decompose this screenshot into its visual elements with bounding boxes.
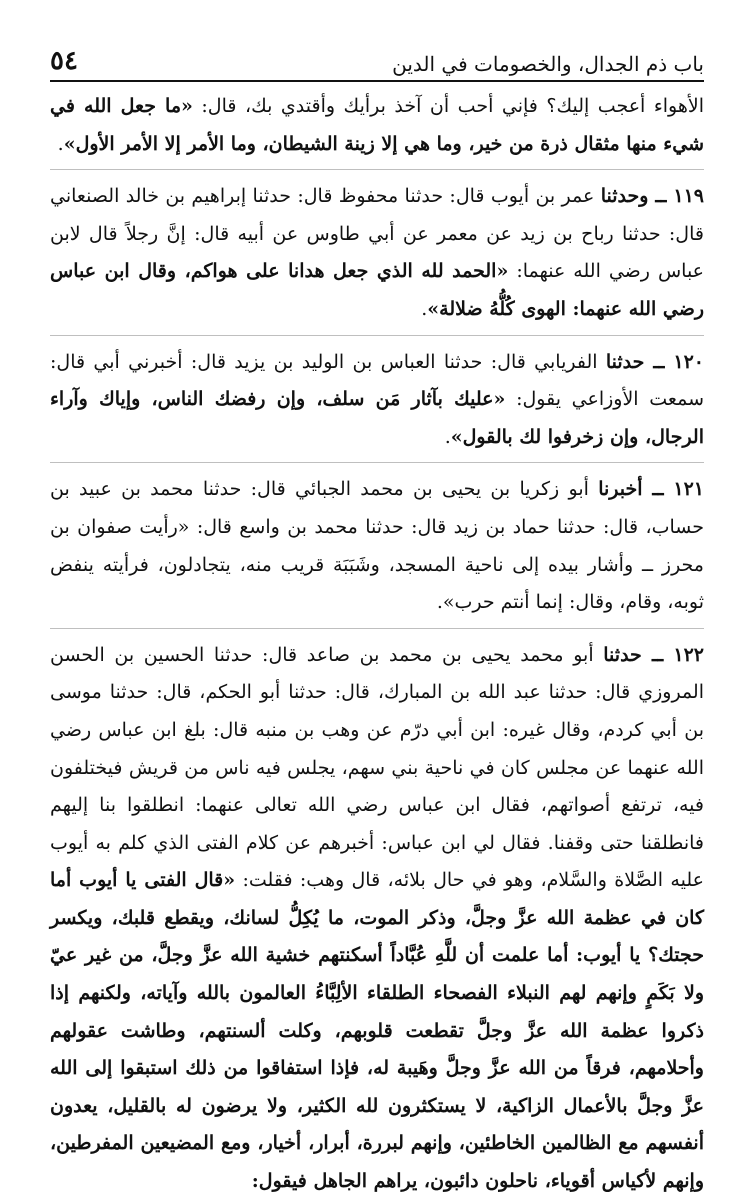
quoted-saying: «الحمد لله الذي جعل هدانا على هواكم، وقال ابن عباس رضي الله عنهما: الهوى كُلُّهُ ضلالة» — [50, 260, 704, 320]
hadith-number: ١٢٠ ــ — [644, 350, 704, 373]
paragraph-text: الأهواء أعجب إليك؟ فإني أحب أن آخذ برأيك وأقتدي بك، قال: — [192, 95, 704, 117]
narration-keyword: وحدثنا — [600, 185, 649, 208]
narration-keyword: أخبرنا — [598, 478, 643, 501]
paragraph-end: . — [421, 297, 428, 320]
hadith-number: ١٢١ ــ — [642, 478, 704, 501]
isnad-text: أبو زكريا بن يحيى بن محمد الجبائي قال: حدثنا محمد بن عبيد بن حساب، قال: حدثنا حماد بن زيد قال: حدثنا محمد بن واسع قال: «رأيت صفوان بن محرز ــ وأشار بيده إلى ناحية المسجد، وشَبَبَة قريب منه، يتجادلون، فرأيته ينفض ثوبه، وقام، وقال: إنما أنتم حرب» — [50, 478, 704, 614]
quoted-saying: «قال الفتى يا أيوب أما كان في عظمة الله عزَّ وجلَّ، وذكر الموت، ما يُكِلُّ لسانك، ويقطع قلبك، ويكسر حجتك؟ يا أيوب: أما علمت أن للَّهِ عُبَّاداً أسكنتهم خشية الله عزَّ وجلَّ، من غير عيّ ولا بَكَمٍ وإنهم لهم النبلاء الفصحاء الطلقاء الألِبَّاءُ العالمون بالله وآياته، ولكنهم إذا ذكروا عظمة الله عزَّ وجلَّ تقطعت قلوبهم، وكلت ألسنتهم، وطاشت عقولهم وأحلامهم، فرقاً من الله عزَّ وجلَّ وهَيبة له، فإذا استفاقوا من ذلك استبقوا إلى الله عزَّ وجلَّ بالأعمال الزاكية، لا يستكثرون لله الكثير، ولا يرضون له بالقليل، يعدون أنفسهم مع الظالمين الخاطئين، وإنهم لبررة، أبرار، أخيار، ومع المضيعين المفرطين، وإنهم لأكياس أقوياء، ناحلون دائبون، يراهم الجاهل فيقول: — [50, 869, 704, 1193]
quoted-saying: «ما جعل الله في شيء منها مثقال ذرة من خير، وما هي إلا زينة الشيطان، وما الأمر إلا الأمر الأول» — [50, 95, 704, 155]
isnad-text: أبو محمد يحيى بن محمد بن صاعد قال: حدثنا الحسين بن الحسن المروزي قال: حدثنا عبد الله بن المبارك، قال: حدثنا أبو الحكم، قال: حدثنا موسى بن أبي كردم، وقال غيره: ابن أبي درّم عن وهب بن منبه قال: بلغ ابن عباس رضي الله عنهما عن مجلس كان في ناحية بني سهم، يجلس فيه ناس من قريش فيختلفون فيه، ترتفع أصواتهم، فقال ابن عباس رضي الله تعالى عنهما: انطلقوا بنا إليهم فانطلقنا حتى وقفنا. فقال لي ابن عباس: أخبرهم عن كلام الفتى الذي كلم به أيوب عليه الصَّلاة والسَّلام، وهو في حال بلائه، قال وهب: فقلت: — [50, 643, 704, 892]
divider — [50, 628, 704, 629]
paragraph-end: . — [436, 591, 443, 614]
hadith-121 — [50, 471, 704, 621]
paragraph-end: . — [444, 425, 451, 448]
paragraph-end: . — [57, 132, 64, 155]
running-title: باب ذم الجدال، والخصومات في الدين — [392, 52, 704, 76]
divider — [50, 169, 704, 170]
isnad-text: عمر بن أيوب قال: حدثنا محفوظ قال: حدثنا إبراهيم بن خالد الصنعاني قال: حدثنا رباح بن زيد عن معمر عن أبي طاوس عن أبيه قال: إنَّ رجلاً قال لابن عباس رضي الله عنهما: — [50, 185, 705, 283]
quoted-saying: «عليك بآثار مَن سلف، وإن رفضك الناس، وإياك وآراء الرجال، وإن زخرفوا لك بالقول» — [50, 388, 704, 448]
page-header — [50, 38, 704, 82]
hadith-120 — [50, 344, 704, 457]
page-body — [50, 88, 705, 1193]
page-number: ٥٤ — [50, 46, 78, 76]
hadith-119 — [50, 178, 704, 328]
hadith-122 — [50, 637, 704, 1201]
narration-keyword: حدثنا — [605, 350, 645, 373]
isnad-text: الفريابي قال: حدثنا العباس بن الوليد بن يزيد قال: أخبرني أبي قال: سمعت الأوزاعي يقول: — [50, 350, 704, 411]
hadith-number: ١٢٢ ــ — [641, 643, 704, 666]
paragraph-continuation — [50, 88, 704, 163]
divider — [50, 462, 704, 463]
narration-keyword: حدثنا — [603, 643, 642, 666]
hadith-number: ١١٩ ــ — [648, 185, 704, 208]
divider — [50, 335, 704, 336]
